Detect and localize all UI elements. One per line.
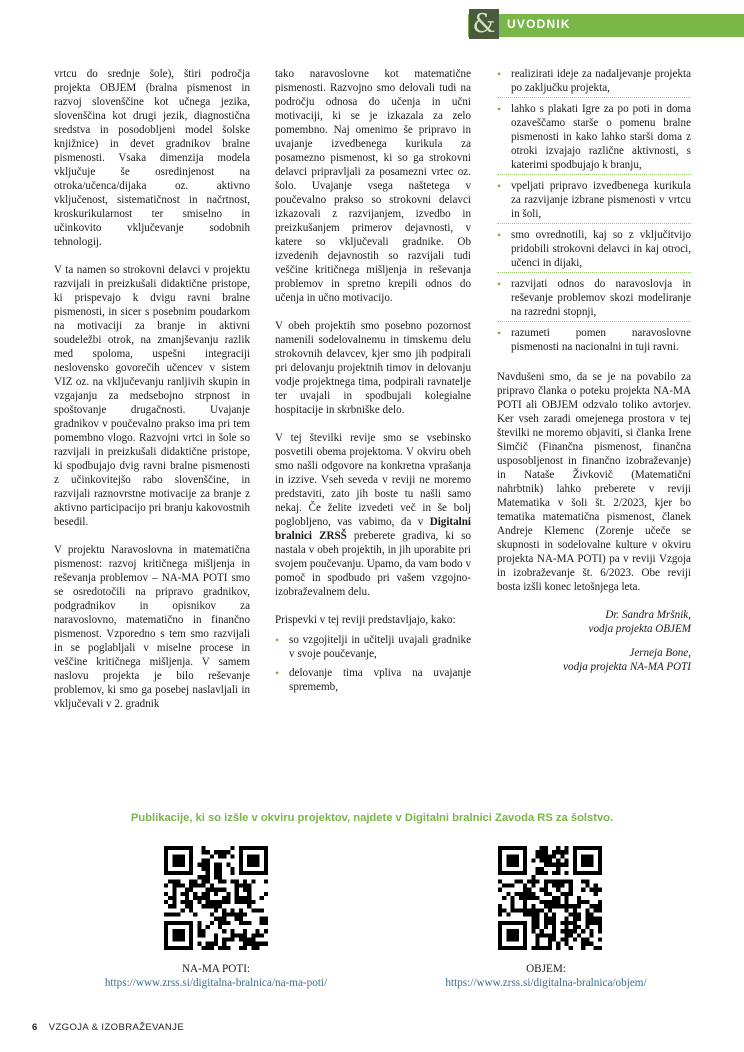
list-item: • vpeljati pripravo izvedbenega kurikula za razvijanje izbrane pismenosti v vrtcu in šoli, (497, 179, 691, 224)
qr-caption-title: OBJEM: (526, 963, 566, 975)
list-item: • lahko s plakati Igre za po poti in doma ozaveščamo starše o pomenu bralne pismenosti in kako lahko starši doma z otroki izvajajo različne aktivnosti, s katerimi spodbujajo k branju, (497, 102, 691, 175)
paragraph: V ta namen so strokovni delavci v projektu razvijali in preizkušali didaktične pristope, ki prispevajo k dvigu ravni bralne pismenosti, in sicer s posebnim poudarkom na motivaciji za branje in aktivni soudeležbi otrok, na zmanjševanju razlik med spoloma, uspešni integraciji neslovensko govorečih učencev v sistem VIZ oz. na vključevanju ranljivih skupin in vzgajanju za medsebojno strpnost in spoštovanje drugačnosti. Uvajanje gradnikov v poučevalno prakso ima pri tem pomembno vlogo. Razvojni vrtci in šole so razvijali in preizkušali didaktične pristope, ki spodbujajo dvig ravni bralne pismenosti z učinkovitejšo rabo slovenščine, in razvijali raznovrstne motivacije za branje z aktivno participacijo pri branju kakovostnih besedil. (54, 264, 250, 528)
objem-link[interactable]: https://www.zrss.si/digitalna-bralnica/objem/ (445, 977, 647, 989)
signature-name: Dr. Sandra Mršnik, (605, 609, 691, 621)
paragraph: V projektu Naravoslovna in matematična pismenost: razvoj kritičnega mišljenja in reševanja problemov – NA-MA POTI smo se osredotočili na pripravo gradnikov, podgradnikov in opisnikov za naravoslovno, matematično in finančno pismenost. Vzporedno s tem smo razvijali in se poglabljali v miselne procese in veščine kritičnega mišljenja. V samem naslovu projekta je bilo reševanje problemov, ki smo ga posebej naslavljali in vključevali v 2. gradnik (54, 544, 250, 710)
page-number: 6 (32, 1022, 38, 1033)
list-item: • smo ovrednotili, kaj so z vključitvijo pridobili strokovni delavci in kaj otroci, učenci in dijaki, (497, 228, 691, 273)
qr-caption-na-ma-poti (60, 962, 372, 990)
signatures (497, 608, 691, 674)
list-item: • realizirati ideje za nadaljevanje projekta po zaključku projekta, (497, 67, 691, 98)
ampersand-logo: & (469, 9, 499, 39)
magazine-title: VZGOJA & IZOBRAŽEVANJE (48, 1022, 185, 1033)
text-column-1 (54, 67, 250, 711)
text-column-3 (497, 67, 691, 674)
paragraph: vrtcu do srednje šole), štiri področja projekta OBJEM (bralna pismenost in razvoj slovenščine kot učnega jezika, slovenščina kot drugi jezik, diagnostična sredstva in posodobljeni model šolske knjižnice) in devet gradnikov bralne pismenosti. Vsaka dimenzija modela vključuje še osredinjenost na otroka/učenca/dijaka oz. aktivno vključenost, sistematičnost in načrtnost, kroskurikularnost ter smiselno in učinkovito vključevanje sodobnih tehnologij. (54, 68, 250, 248)
digital-library-link[interactable]: Digitalni bralnici ZRSŠ (275, 516, 471, 542)
list-item: • razumeti pomen naravoslovne pismenosti na nacionalni in tuji ravni. (497, 326, 691, 356)
paragraph-text: preberete gradiva, ki so nastala v obeh projektih, in jih uporabite pri svojem poučevanju. Upamo, da vam bodo v pomoč in spodbudo pri vašem vzgojno-izobraževalnem delu. (275, 530, 471, 598)
paragraph: V obeh projektih smo posebno pozornost namenili sodelovalnemu in timskemu delu strokovnih delavcev, kjer smo jih podpirali pri delovanju projektnih timov in delovanju vodje projektnega tima, podpirali ravnatelje ter uvajali in spodbujali kolegialne hospitacije in skrbniške delo. (275, 320, 471, 416)
bullet-list (275, 633, 471, 697)
qr-code-na-ma-poti-icon[interactable] (164, 846, 268, 950)
list-item: • delovanje tima vpliva na uvajanje sprememb, (275, 666, 471, 697)
bullet-list (497, 67, 691, 356)
paragraph (275, 431, 471, 599)
list-item: • razvijati odnos do naravoslovja in reševanje problemov skozi modeliranje na razredni stopnji, (497, 277, 691, 322)
paragraph-text: V tej številki revije smo se vsebinsko posvetili obema projektoma. V okviru obeh smo našli odgovore na konkretna vprašanja in izzive. Vseh seveda v reviji ne moremo predstaviti, zato jih boste tu našli samo nekaj. Če želite izvedeti več in še bolj poglobljeno, vas vabimo, da v (275, 432, 471, 528)
signature-role: vodja projekta OBJEM (588, 623, 691, 635)
list-item: • so vzgojitelji in učitelji uvajali gradnike v svoje poučevanje, (275, 633, 471, 664)
section-title: UVODNIK (507, 17, 571, 31)
page-footer (32, 1022, 184, 1033)
signature-role: vodja projekta NA-MA POTI (563, 661, 691, 673)
na-ma-poti-link[interactable]: https://www.zrss.si/digitalna-bralnica/na-ma-poti/ (104, 977, 328, 989)
paragraph: Navdušeni smo, da se je na povabilo za pripravo članka o poteku projekta NA-MA POTI ali OBJEM odzvalo toliko avtorjev. Ker vseh zaradi omejenega prostora v tej številki ne moremo objaviti, si članka Irene Simčič (Finančna pismenost, finančna usposobljenost in finančno izobraževanje) in Nataše Živkovič (Matematični nahrbtnik) lahko preberete v reviji Matematika v šoli št. 2/2023, kjer bo tematika matematična pismenost, članek Andreje Klemenc (Zorenje učeče se skupnosti in sodelovalne kulture v okviru projekta NA-MA POTI) pa v reviji Vzgoja in izobraževanje št. 6/2023. Obe reviji bosta izšli konec letošnjega leta. (497, 371, 691, 593)
qr-caption-title: NA-MA POTI: (181, 963, 251, 975)
paragraph: tako naravoslovne kot matematične pismenosti. Razvojno smo delovali tudi na področju odnosa do učenja in učni motivaciji, ki se je izkazala za zelo pomembno. Naj omenimo še pripravo in uvajanje izvedbenega kurikula za posamezno pismenost, ki so ga strokovni delavci pripravljali za posamezni vrtec oz. šolo. Uvajanje vsega naštetega v poučevalno prakso so strokovni delavci izkazovali z razvijanjem, izvedbo in preizkušanjem primerov dejavnosti, v katere so vključevali gradnike. Ob izvedenih dejavnostih so razvijali tudi veščine kritičnega mišljenja in reševanja problemov in spretno krepili odnos do učenja in učno motivacijo. (275, 68, 471, 304)
publications-note: Publikacije, ki so izšle v okviru projektov, najdete v Digitalni bralnici Zavoda RS za šolstvo. (130, 812, 614, 824)
qr-caption-objem (390, 962, 702, 990)
paragraph: Prispevki v tej reviji predstavljajo, kako: (275, 614, 456, 626)
text-column-2 (275, 67, 471, 711)
signature-name: Jerneja Bone, (629, 647, 691, 659)
qr-code-objem-icon[interactable] (498, 846, 602, 950)
